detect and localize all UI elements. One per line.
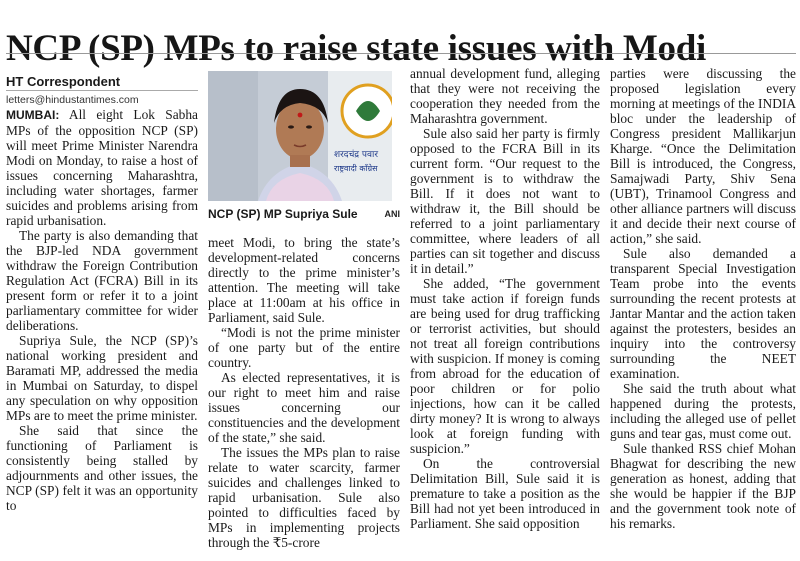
paragraph: The party is also demanding that the BJP-led NDA government withdraw the Foreign Contribution Regulation Act (FCRA) Bill in its present form or refer it to a joint parliamentary committee for wider deliberations. [6, 228, 198, 333]
caption-text: NCP (SP) MP Supriya Sule [208, 207, 358, 221]
poster-text: राष्ट्रवादी काँग्रेस [334, 164, 378, 173]
byline-rule [6, 90, 198, 91]
dateline: MUMBAI: [6, 108, 60, 122]
article-photo [208, 71, 392, 201]
paragraph: Sule also said her party is firmly opposed to the FCRA Bill in its current form. “Our request to the government is to withdraw the Bill. If it does not want to withdraw it, the Bill should be referred to a joint parliamentary committee, where leaders of all parties can sit together and discuss it in detail.” [410, 126, 600, 276]
paragraph: Sule also demanded a transparent Special Investigation Team probe into the events surrounding the recent protests at Jantar Mantar and the action taken against the protesters, besides an inquiry into the controversy surrounding the NEET examination. [610, 246, 796, 381]
byline: HT Correspondent [6, 74, 121, 89]
headline-rule [6, 53, 796, 54]
photo-caption [208, 207, 400, 222]
paragraph: parties were discussing the proposed legislation every morning at meetings of the INDIA bloc under the leadership of Congress president Mallikarjun Kharge. “Once the Delimitation Bill is introduced, the Congress, Samajwadi Party, Shiv Sena (UBT), Trinamool Congress and other alliance partners will discuss it and decide their next course of action,” she said. [610, 66, 796, 246]
headline: NCP (SP) MPs to raise state issues with Modi [6, 27, 707, 69]
article-column-2 [208, 235, 400, 550]
paragraph: meet Modi, to bring the state’s development-related concerns directly to the prime minister’s attention. The meeting will take place at 11:00am at his office in Parliament, said Sule. [208, 235, 400, 325]
paragraph [6, 107, 198, 228]
article-column-4 [610, 66, 796, 531]
paragraph: Sule thanked RSS chief Mohan Bhagwat for describing the new generation as honest, adding that she would be happier if the BJP and the government took note of his remarks. [610, 441, 796, 531]
paragraph: annual development fund, alleging that they were not receiving the cooperation they needed from the Maharashtra government. [410, 66, 600, 126]
poster-text: शरदचंद्र पवार [334, 150, 379, 160]
paragraph: She added, “The government must take action if foreign funds are being used for drug trafficking or terrorist activities, but should not treat all foreign contributions with suspicion. If money is coming from abroad for the education of poor children or for polio injections, how can it be called dirty money? It is wrong to always look at foreign funding with suspicion.” [410, 276, 600, 456]
photo-illustration [208, 71, 392, 201]
paragraph: She said the truth about what happened during the protests, including the alleged use of pellet guns and tear gas, must come out. [610, 381, 796, 441]
paragraph: As elected representatives, it is our right to meet him and raise issues concerning our constituencies and the development of the state,” she said. [208, 370, 400, 445]
paragraph: On the controversial Delimitation Bill, Sule said it is premature to take a position as the Bill had not yet been introduced in Parliament. She said opposition [410, 456, 600, 531]
photo-credit: ANI [384, 209, 400, 219]
paragraph: Supriya Sule, the NCP (SP)’s national working president and Baramati MP, addressed the media in Mumbai on Saturday, to dispel any speculation on why opposition MPs are to meet the prime minister. [6, 333, 198, 423]
article-column-3 [410, 66, 600, 531]
article-column-1 [6, 74, 198, 513]
author-email[interactable]: letters@hindustantimes.com [6, 94, 139, 106]
paragraph: She said that since the functioning of Parliament is consistently being stalled by adjournments and other issues, the NCP (SP) felt it was an opportunity to [6, 423, 198, 513]
paragraph: “Modi is not the prime minister of one party but of the entire country. [208, 325, 400, 370]
paragraph-text: All eight Lok Sabha MPs of the opposition NCP (SP) will meet Prime Minister Narendra Modi on Monday, to raise a host of issues concerning Maharashtra, including water shortages, farmer suicides and problems arising from rapid urbanisation. [6, 107, 199, 228]
paragraph: The issues the MPs plan to raise relate to water scarcity, farmer suicides and challenges linked to rapid urbanisation. Sule also pointed to difficulties faced by MPs in implementing projects through the ₹5-crore [208, 445, 400, 550]
